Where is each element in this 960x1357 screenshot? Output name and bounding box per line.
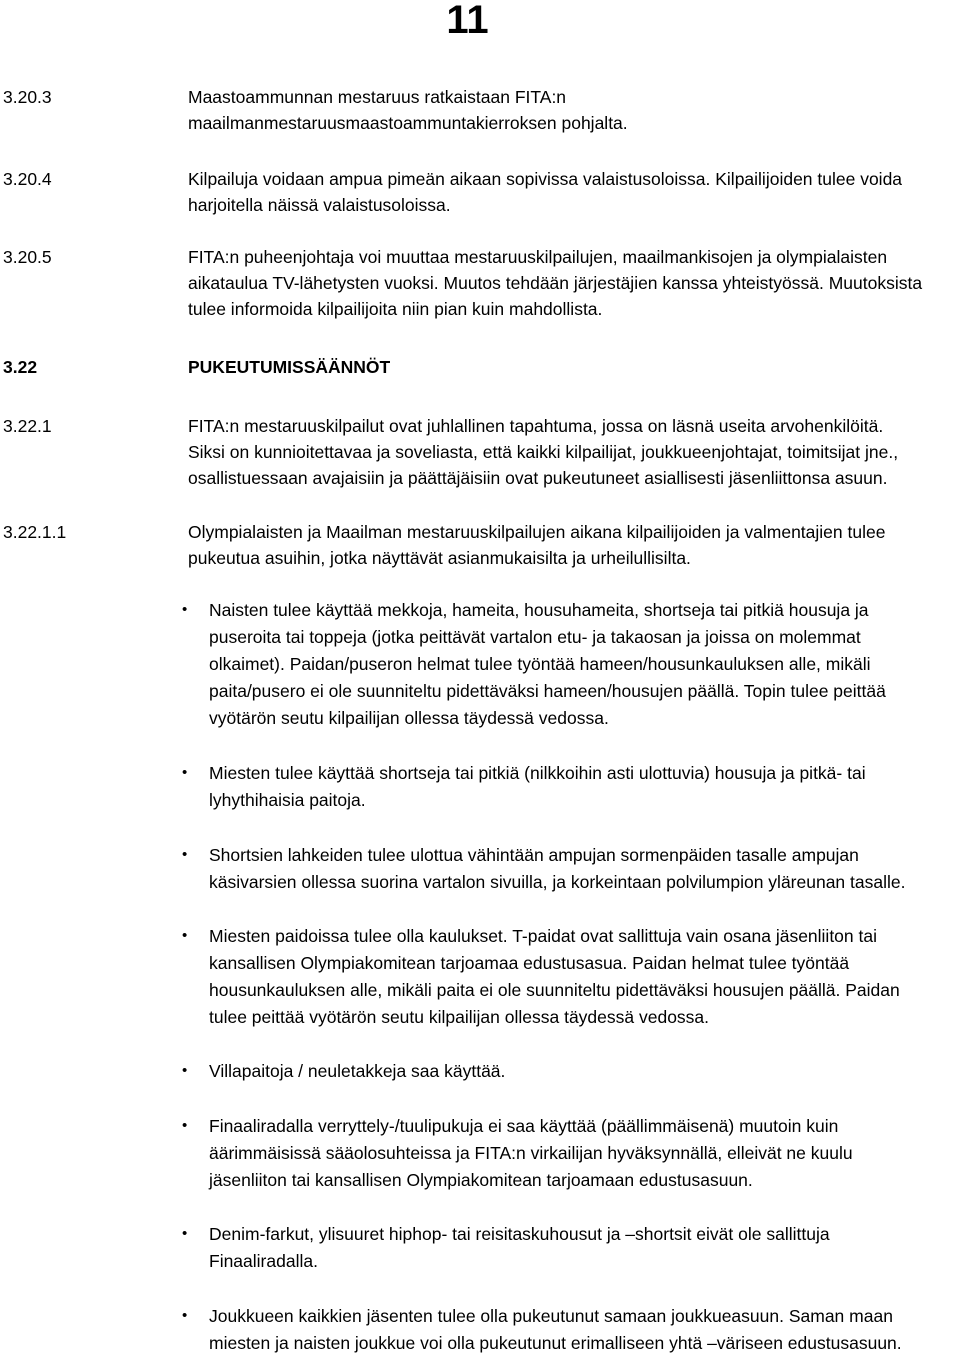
bullet-item [209, 760, 960, 814]
text-line: miesten ja naisten joukkue voi olla pukeutunut erimalliseen yhtä –väriseen edustusasuun. [209, 1333, 902, 1353]
text-line: housunkauluksen alle, mikäli paita ei ole suunniteltu pidettäväksi housujen päällä. Paidan [209, 980, 900, 1000]
bullet-icon: • [182, 846, 188, 863]
text-line: Finaaliradalla verryttely-/tuulipukuja ei saa käyttää (päällimmäisenä) muutoin kuin [209, 1116, 839, 1136]
bullet-icon: • [182, 601, 188, 618]
text-line: Joukkueen kaikkien jäsenten tulee olla pukeutunut samaan joukkueasuun. Saman maan [209, 1306, 893, 1326]
text-line: Shortsien lahkeiden tulee ulottua vähintään ampujan sormenpäiden tasalle ampujan [209, 845, 859, 865]
text-line: FITA:n puheenjohtaja voi muuttaa mestaruuskilpailujen, maailmankisojen ja olympialaisten [188, 247, 888, 267]
text-line: puseroita tai toppeja (jotka peittävät vartalon etu- ja takaosan ja joissa on molemmat [209, 627, 861, 647]
section-number: 3.22.1.1 [3, 522, 67, 542]
section-text [188, 166, 960, 218]
bullet-item [209, 842, 960, 896]
section-number: 3.22 [3, 357, 38, 377]
text-line: pukeutua asuihin, jotka näyttävät asianmukaisilta ja urheilullisilta. [188, 548, 691, 568]
section-number: 3.22.1 [3, 416, 52, 436]
bullet-icon: • [182, 927, 188, 944]
text-line: tulee informoida kilpailijoita niin pian kuin mahdollista. [188, 299, 603, 319]
text-line: harjoitella näissä valaistusoloissa. [188, 195, 451, 215]
text-line: Naisten tulee käyttää mekkoja, hameita, housuhameita, shortseja tai pitkiä housuja ja [209, 600, 869, 620]
text-line: äärimmäisissä sääolosuhteissa ja FITA:n virkailijan hyväksynnällä, elleivät ne kuulu [209, 1143, 853, 1163]
text-line: jäsenliiton tai kansallisen Olympiakomitean tarjoamaan edustusasuun. [209, 1170, 753, 1190]
bullet-item [209, 923, 960, 1031]
page-number: 11 [446, 0, 489, 42]
bullet-icon: • [182, 764, 188, 781]
text-line: vyötärön seutu kilpailijan ollessa täydessä vedossa. [209, 708, 609, 728]
bullet-icon: • [182, 1117, 188, 1134]
bullet-item [209, 1303, 960, 1357]
text-line: tulee peittää vyötärön seutu kilpailijan ollessa täydessä vedossa. [209, 1007, 710, 1027]
text-line: Olympialaisten ja Maailman mestaruuskilpailujen aikana kilpailijoiden ja valmentajien tulee [188, 522, 886, 542]
text-line: kansallisen Olympiakomitean tarjoamaa edustusasua. Paidan helmat tulee työntää [209, 953, 850, 973]
text-line: Miesten paidoissa tulee olla kaulukset. T-paidat ovat sallittuja vain osana jäsenliiton tai [209, 926, 877, 946]
text-line: paita/pusero ei ole suunniteltu pidettäväksi hameen/housujen päällä. Topin tulee peittää [209, 681, 886, 701]
text-line: Maastoammunnan mestaruus ratkaistaan FITA:n [188, 87, 567, 107]
section-heading: PUKEUTUMISSÄÄNNÖT [188, 357, 391, 377]
bullet-icon: • [182, 1225, 188, 1242]
bullet-item [209, 1221, 960, 1275]
text-line: Finaaliradalla. [209, 1251, 318, 1271]
text-line: lyhythihaisia paitoja. [209, 790, 366, 810]
text-line: osallistuessaan avajaisiin ja päättäjäisiin ovat pukeutuneet asiallisesti jäsenliittonsa asuun. [188, 468, 888, 488]
section-number: 3.20.4 [3, 169, 52, 189]
section-text [188, 244, 960, 322]
text-line: maailmanmestaruusmaastoammuntakierroksen pohjalta. [188, 113, 628, 133]
bullet-icon: • [182, 1307, 188, 1324]
section-text [188, 413, 960, 491]
bullet-icon: • [182, 1062, 188, 1079]
text-line: aikataulua TV-lähetysten vuoksi. Muutos tehdään järjestäjien kanssa yhteistyössä. Muutoksista [188, 273, 923, 293]
section-number: 3.20.3 [3, 87, 52, 107]
bullet-item [209, 1113, 960, 1194]
text-line: Kilpailuja voidaan ampua pimeän aikaan sopivissa valaistusoloissa. Kilpailijoiden tulee voida [188, 169, 903, 189]
text-line: Villapaitoja / neuletakkeja saa käyttää. [209, 1061, 506, 1081]
section-text [188, 84, 960, 136]
text-line: Siksi on kunnioitettavaa ja soveliasta, että kaikki kilpailijat, joukkueenjohtajat, toimitsijat jne., [188, 442, 899, 462]
text-line: Miesten tulee käyttää shortseja tai pitkiä (nilkkoihin asti ulottuvia) housuja ja pitkä- tai [209, 763, 866, 783]
section-number: 3.20.5 [3, 247, 52, 267]
section-text [188, 519, 960, 571]
text-line: olkaimet). Paidan/puseron helmat tulee työntää hameen/housunkauluksen alle, mikäli [209, 654, 871, 674]
bullet-item [209, 1058, 960, 1085]
text-line: Denim-farkut, ylisuuret hiphop- tai reisitaskuhousut ja –shortsit eivät ole sallittuja [209, 1224, 830, 1244]
bullet-item [209, 597, 960, 732]
text-line: FITA:n mestaruuskilpailut ovat juhlallinen tapahtuma, jossa on läsnä useita arvohenkilöitä. [188, 416, 884, 436]
text-line: käsivarsien ollessa suorina vartalon sivuilla, ja korkeintaan polvilumpion yläreunan tasalle. [209, 872, 906, 892]
